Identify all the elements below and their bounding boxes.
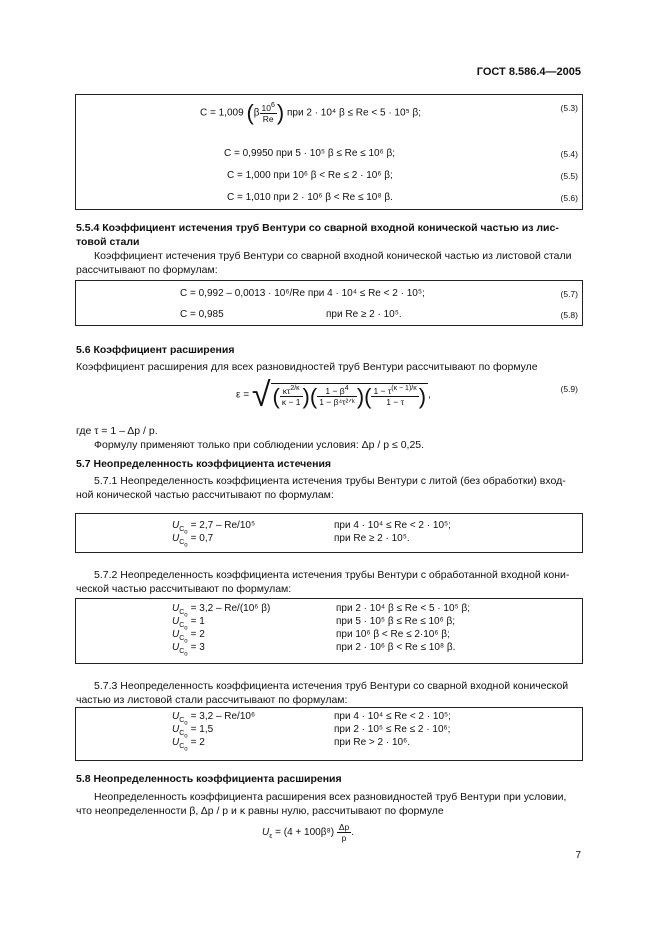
equation-number-5-5: (5.5) bbox=[560, 171, 578, 181]
section-5-6-condition: Формулу применяют только при соблюдении условия: Δp / p ≤ 0,25. bbox=[94, 439, 425, 451]
uncertainty-formula-left: $U_{C_o}= 2$ bbox=[172, 629, 205, 645]
uncertainty-symbol: $U_{C_o}$ bbox=[172, 642, 188, 658]
uncertainty-formula-condition: при Re > 2 · 10⁶. bbox=[334, 737, 410, 748]
equation-number-5-3: (5.3) bbox=[560, 103, 578, 113]
uncertainty-formula-condition: при 5 · 10⁵ β ≤ Re ≤ 10⁶ β; bbox=[336, 616, 456, 627]
uncertainty-formula-left: $U_{C_o}= 2,7 - Re/10^5$ bbox=[172, 520, 256, 536]
uncertainty-formula-condition: при 10⁶ β < Re ≤ 2·10⁶ β; bbox=[336, 629, 450, 640]
equation-number-5-8: (5.8) bbox=[560, 310, 578, 320]
formula-5-8-uncertainty: $U_\varepsilon = (4 + 100\beta^8)$ $\frac{\Delta p}{p}$ . bbox=[262, 822, 355, 843]
uncertainty-formula-left: $U_{C_o}= 3$ bbox=[172, 642, 205, 658]
formula-box-5-7-3 bbox=[75, 707, 583, 761]
uncertainty-formula-condition: при 2 · 10⁴ β ≤ Re < 5 · 10⁵ β; bbox=[336, 603, 470, 614]
uncertainty-symbol: $U_{C_o}$ bbox=[172, 629, 188, 645]
uncertainty-formula-condition: при 2 · 10⁶ β < Re ≤ 10⁸ β. bbox=[336, 642, 456, 653]
uncertainty-symbol: $U_{C_o}$ bbox=[172, 520, 188, 536]
section-5-7-heading: 5.7 Неопределенность коэффициента истечения bbox=[76, 458, 332, 470]
formula-5-7: C = 0,992 – 0,0013 · 10⁶/Re при 4 · 10⁴ ≤ Re < 2 · 10⁵; bbox=[180, 288, 425, 299]
equation-number-5-4: (5.4) bbox=[560, 149, 578, 159]
section-5-5-4-heading-line1: 5.5.4 Коэффициент истечения труб Вентури со сварной входной конической частью из лис- bbox=[76, 222, 559, 234]
uncertainty-symbol: $U_{C_o}$ bbox=[172, 616, 188, 632]
square-root-body: ( $\frac{\kappa\tau^{2/\kappa}}{\kappa - 1}$ )( $\frac{1 - \beta^4}{\text{1 − β⁴τ²ᐟᵏ}}$ )( $\frac{1 - \tau^{(\kappa - 1)/\kappa}}{1 - \tau}$ ) bbox=[272, 383, 427, 409]
section-5-7-1-line2: ной конической частью рассчитывают по формулам: bbox=[76, 489, 334, 501]
section-5-6-where: где τ = 1 – Δp / p. bbox=[76, 425, 158, 437]
section-5-8-text-line2: что неопределенности β, Δp / p и κ равны нулю, рассчитывают по формуле bbox=[76, 805, 444, 817]
section-5-7-3-line2: частью из листовой стали рассчитывают по формулам: bbox=[76, 694, 348, 706]
page-number: 7 bbox=[575, 850, 581, 861]
document-code: ГОСТ 8.586.4—2005 bbox=[476, 66, 581, 78]
equation-number-5-6: (5.6) bbox=[560, 193, 578, 203]
uncertainty-symbol: $U_{C_o}$ bbox=[172, 533, 188, 549]
section-5-7-2-line2: ческой частью рассчитывают по формулам: bbox=[76, 583, 292, 595]
uncertainty-formula-left: $U_{C_o}= 3,2 - Re/(10^6$ β) bbox=[172, 603, 271, 619]
uncertainty-formula-condition: при 4 · 10⁴ ≤ Re < 2 · 10⁵; bbox=[334, 711, 451, 722]
formula-5-5: C = 1,000 при 10⁶ β < Re ≤ 2 · 10⁶ β; bbox=[227, 170, 393, 181]
uncertainty-formula-left: $U_{C_o}= 1$ bbox=[172, 616, 205, 632]
uncertainty-symbol: $U_{C_o}$ bbox=[172, 737, 188, 753]
uncertainty-formula-left: $U_{C_o}= 1,5$ bbox=[172, 724, 214, 740]
formula-5-8-left: C = 0,985 bbox=[180, 309, 224, 320]
section-5-5-4-text-line1: Коэффициент истечения труб Вентури со сварной входной конической частью из листовой стали bbox=[94, 250, 572, 262]
uncertainty-symbol: $U_{C_o}$ bbox=[172, 724, 188, 740]
section-5-8-heading: 5.8 Неопределенность коэффициента расширения bbox=[76, 773, 342, 785]
formula-5-4: C = 0,9950 при 5 · 10⁵ β ≤ Re ≤ 10⁶ β; bbox=[224, 148, 395, 159]
uncertainty-formula-condition: при 4 · 10⁴ ≤ Re < 2 · 10⁵; bbox=[334, 520, 451, 531]
equation-number-5-9: (5.9) bbox=[560, 384, 578, 394]
formula-box-5-7-2 bbox=[75, 598, 583, 664]
formula-5-3: C = 1,009 (β $\frac{10^6}{Re}$ ) при 2 · 10⁴ β ≤ Re < 5 · 10⁵ β; bbox=[200, 100, 422, 125]
section-5-5-4-heading-line2: товой стали bbox=[76, 236, 140, 248]
uncertainty-formula-left: $U_{C_o}= 2$ bbox=[172, 737, 205, 753]
section-5-8-text-line1: Неопределенность коэффициента расширения всех разновидностей труб Вентури при условии, bbox=[94, 791, 567, 803]
uncertainty-symbol: $U_{C_o}$ bbox=[172, 711, 188, 727]
section-5-7-3-line1: 5.7.3 Неопределенность коэффициента истечения труб Вентури со сварной входной конической bbox=[94, 680, 569, 692]
section-5-7-1-line1: 5.7.1 Неопределенность коэффициента истечения трубы Вентури с литой (без обработки) вход- bbox=[94, 475, 566, 487]
section-5-5-4-text-line2: рассчитывают по формулам: bbox=[76, 264, 218, 276]
section-5-6-heading: 5.6 Коэффициент расширения bbox=[76, 344, 235, 356]
uncertainty-formula-condition: при Re ≥ 2 · 10⁵. bbox=[334, 533, 410, 544]
formula-5-6: C = 1,010 при 2 · 10⁶ β < Re ≤ 10⁸ β. bbox=[227, 192, 393, 203]
uncertainty-formula-left: $U_{C_o}= 3,2 - Re/10^6$ bbox=[172, 711, 256, 727]
uncertainty-formula-condition: при 2 · 10⁵ ≤ Re ≤ 2 · 10⁶; bbox=[334, 724, 451, 735]
formula-5-8-right: при Re ≥ 2 · 10⁵. bbox=[326, 309, 402, 320]
formula-5-9: ε = √( $\frac{\kappa\tau^{2/\kappa}}{\kappa - 1}$ )( $\frac{1 - \beta^4}{\text{1 − β⁴τ²ᐟᵏ}}$ )( $\frac{1 - \tau^{(\kappa - 1)/\kappa}}{1 - \tau}$ ) , bbox=[236, 376, 431, 414]
equation-number-5-7: (5.7) bbox=[560, 289, 578, 299]
formula-box-5-7-1 bbox=[75, 513, 583, 553]
uncertainty-symbol: $U_{C_o}$ bbox=[172, 603, 188, 619]
uncertainty-formula-left: $U_{C_o}= 0,7$ bbox=[172, 533, 214, 549]
section-5-6-text: Коэффициент расширения для всех разновидностей труб Вентури рассчитывают по формуле bbox=[76, 361, 538, 373]
section-5-7-2-line1: 5.7.2 Неопределенность коэффициента истечения трубы Вентури с обработанной входной кони- bbox=[94, 569, 570, 581]
